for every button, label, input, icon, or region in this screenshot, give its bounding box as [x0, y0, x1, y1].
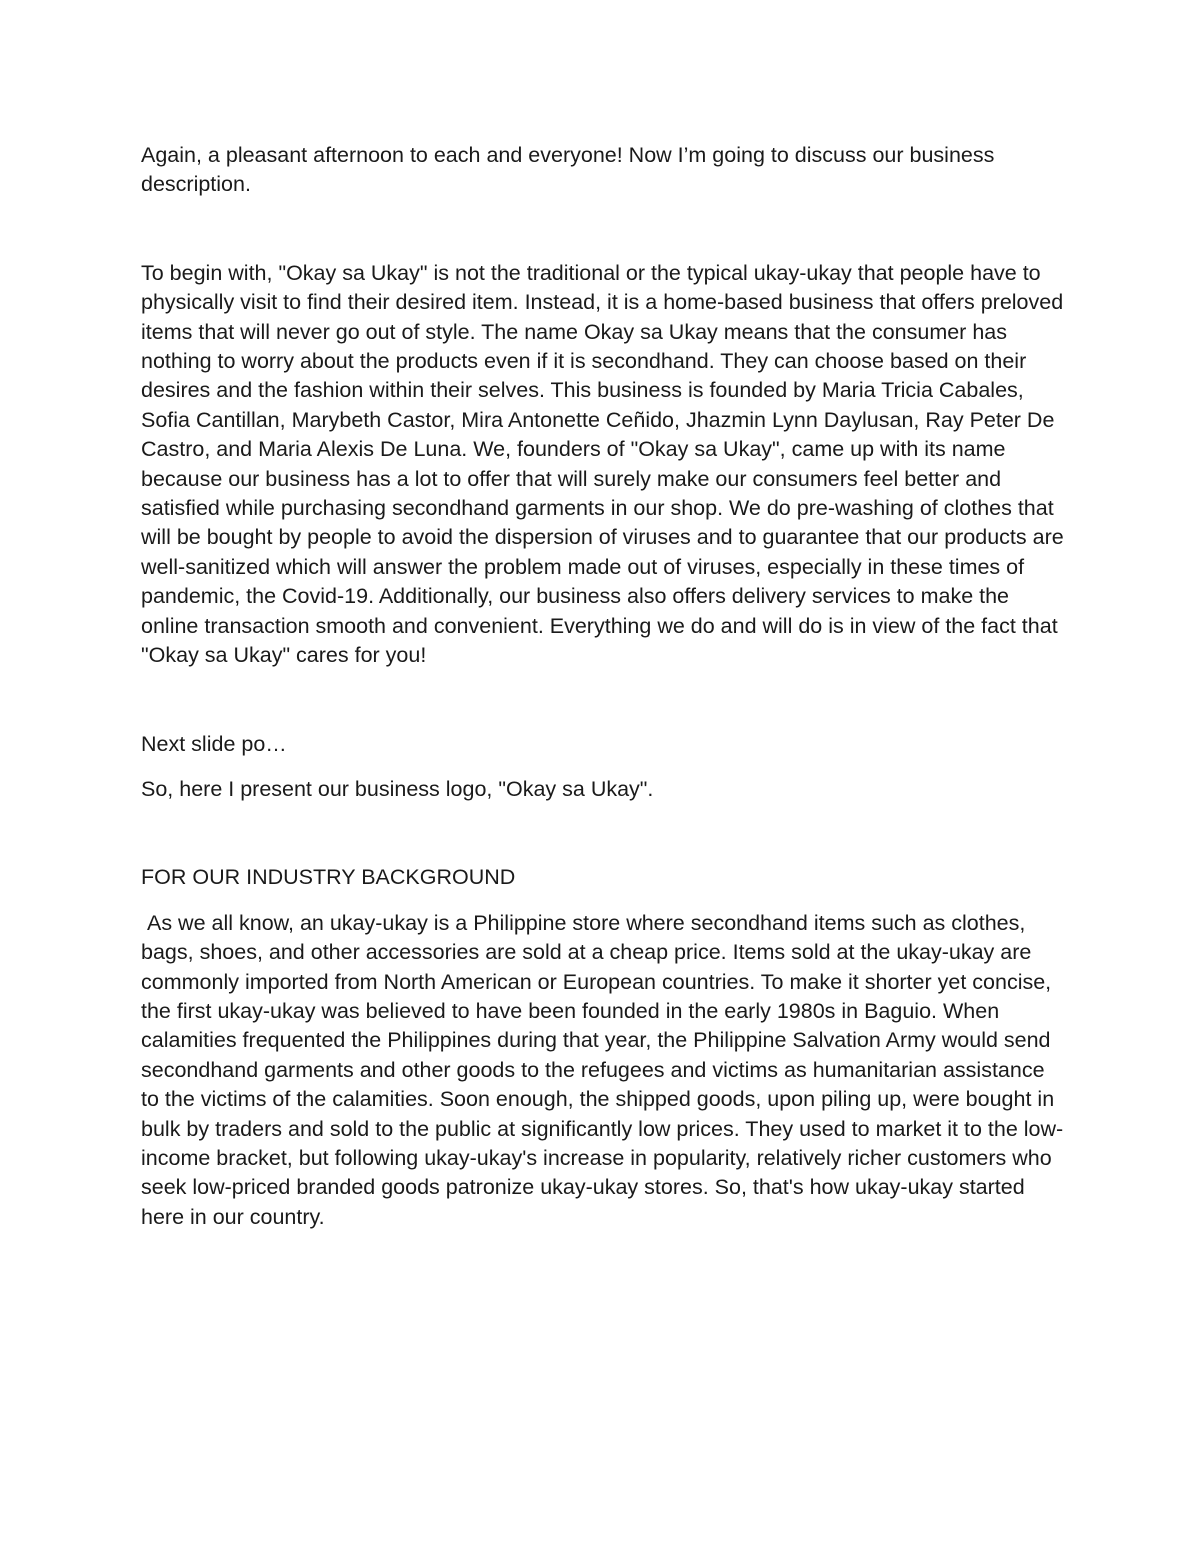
business-description-paragraph: To begin with, "Okay sa Ukay" is not the traditional or the typical ukay-ukay that people have to physically visit to find their desired item. Instead, it is a home-based business that offers preloved items that will never go out of style. The name Okay sa Ukay means that the consumer has nothing to worry about the products even if it is secondhand. They can choose based on their desires and the fashion within their selves. This business is founded by Maria Tricia Cabales, Sofia Cantillan, Marybeth Castor, Mira Antonette Ceñido, Jhazmin Lynn Daylusan, Ray Peter De Castro, and Maria Alexis De Luna. We, founders of "Okay sa Ukay", came up with its name because our business has a lot to offer that will surely make our consumers feel better and satisfied while purchasing secondhand garments in our shop. We do pre-washing of clothes that will be bought by people to avoid the dispersion of viruses and to guarantee that our products are well-sanitized which will answer the problem made out of viruses, especially in these times of pandemic, the Covid-19. Additionally, our business also offers delivery services to make the online transaction smooth and convenient. Everything we do and will do is in view of the fact that "Okay sa Ukay" cares for you!: [141, 260, 1064, 668]
industry-background-heading: FOR OUR INDUSTRY BACKGROUND: [141, 865, 516, 890]
document-body: [141, 141, 1066, 1232]
next-slide-line: Next slide po…: [141, 731, 287, 756]
logo-intro-line: So, here I present our business logo, "Okay sa Ukay".: [141, 776, 654, 801]
industry-background-paragraph: As we all know, an ukay-ukay is a Philippine store where secondhand items such as clothes, bags, shoes, and other accessories are sold at a cheap price. Items sold at the ukay-ukay are commonly imported from North American or European countries. To make it shorter yet concise, the first ukay-ukay was believed to have been founded in the early 1980s in Baguio. When calamities frequented the Philippines during that year, the Philippine Salvation Army would send secondhand garments and other goods to the refugees and victims as humanitarian assistance to the victims of the calamities. Soon enough, the shipped goods, upon piling up, were bought in bulk by traders and sold to the public at significantly low prices. They used to market it to the low-income bracket, but following ukay-ukay's increase in popularity, relatively richer customers who seek low-priced branded goods patronize ukay-ukay stores. So, that's how ukay-ukay started here in our country.: [141, 910, 1064, 1229]
greeting-paragraph: Again, a pleasant afternoon to each and everyone! Now I’m going to discuss our business description.: [141, 143, 995, 197]
